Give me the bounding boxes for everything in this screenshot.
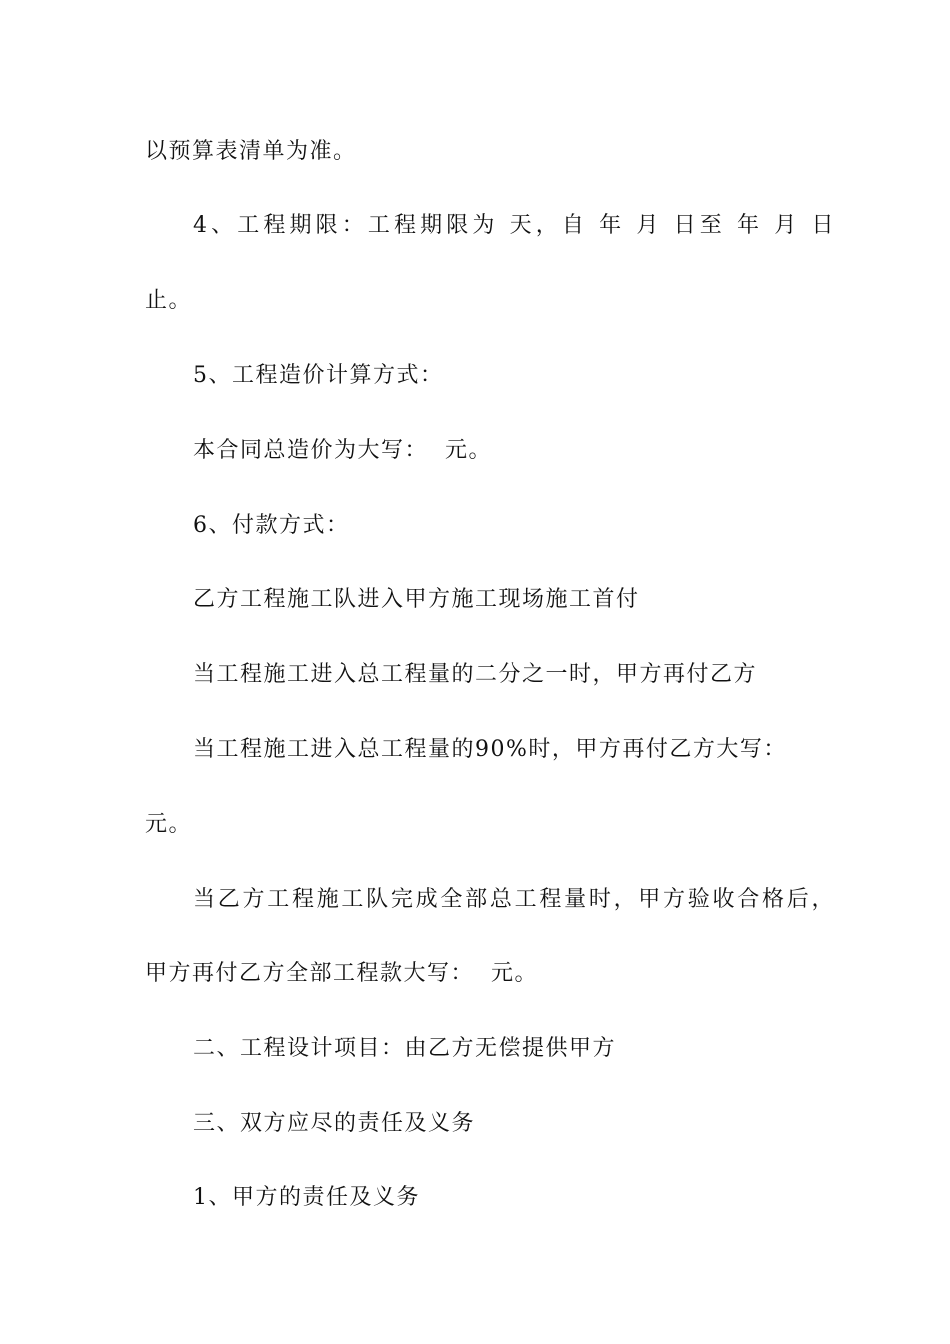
paragraph-line: 乙方工程施工队进入甲方施工现场施工首付 bbox=[193, 587, 640, 612]
paragraph-line: 当工程施工进入总工程量的90%时，甲方再付乙方大写： bbox=[193, 737, 787, 762]
paragraph-line: 甲方再付乙方全部工程款大写： 元。 bbox=[145, 961, 538, 986]
paragraph-line: 二、工程设计项目：由乙方无偿提供甲方 bbox=[193, 1036, 617, 1061]
paragraph-line: 元。 bbox=[145, 812, 193, 837]
paragraph-line: 本合同总造价为大写： 元。 bbox=[193, 438, 492, 463]
paragraph-line: 1、甲方的责任及义务 bbox=[193, 1185, 420, 1210]
paragraph-line: 6、付款方式： bbox=[193, 513, 350, 538]
paragraph-line: 5、工程造价计算方式： bbox=[193, 363, 444, 388]
paragraph-line: 当工程施工进入总工程量的二分之一时，甲方再付乙方 bbox=[193, 662, 758, 687]
paragraph-line: 当乙方工程施工队完成全部总工程量时，甲方验收合格后， bbox=[193, 887, 835, 912]
paragraph-line: 止。 bbox=[145, 288, 193, 313]
paragraph-line: 4、工程期限：工程期限为 天，自 年 月 日至 年 月 日 bbox=[193, 213, 835, 238]
paragraph-line: 以预算表清单为准。 bbox=[145, 139, 357, 164]
paragraph-line: 三、双方应尽的责任及义务 bbox=[193, 1111, 476, 1136]
